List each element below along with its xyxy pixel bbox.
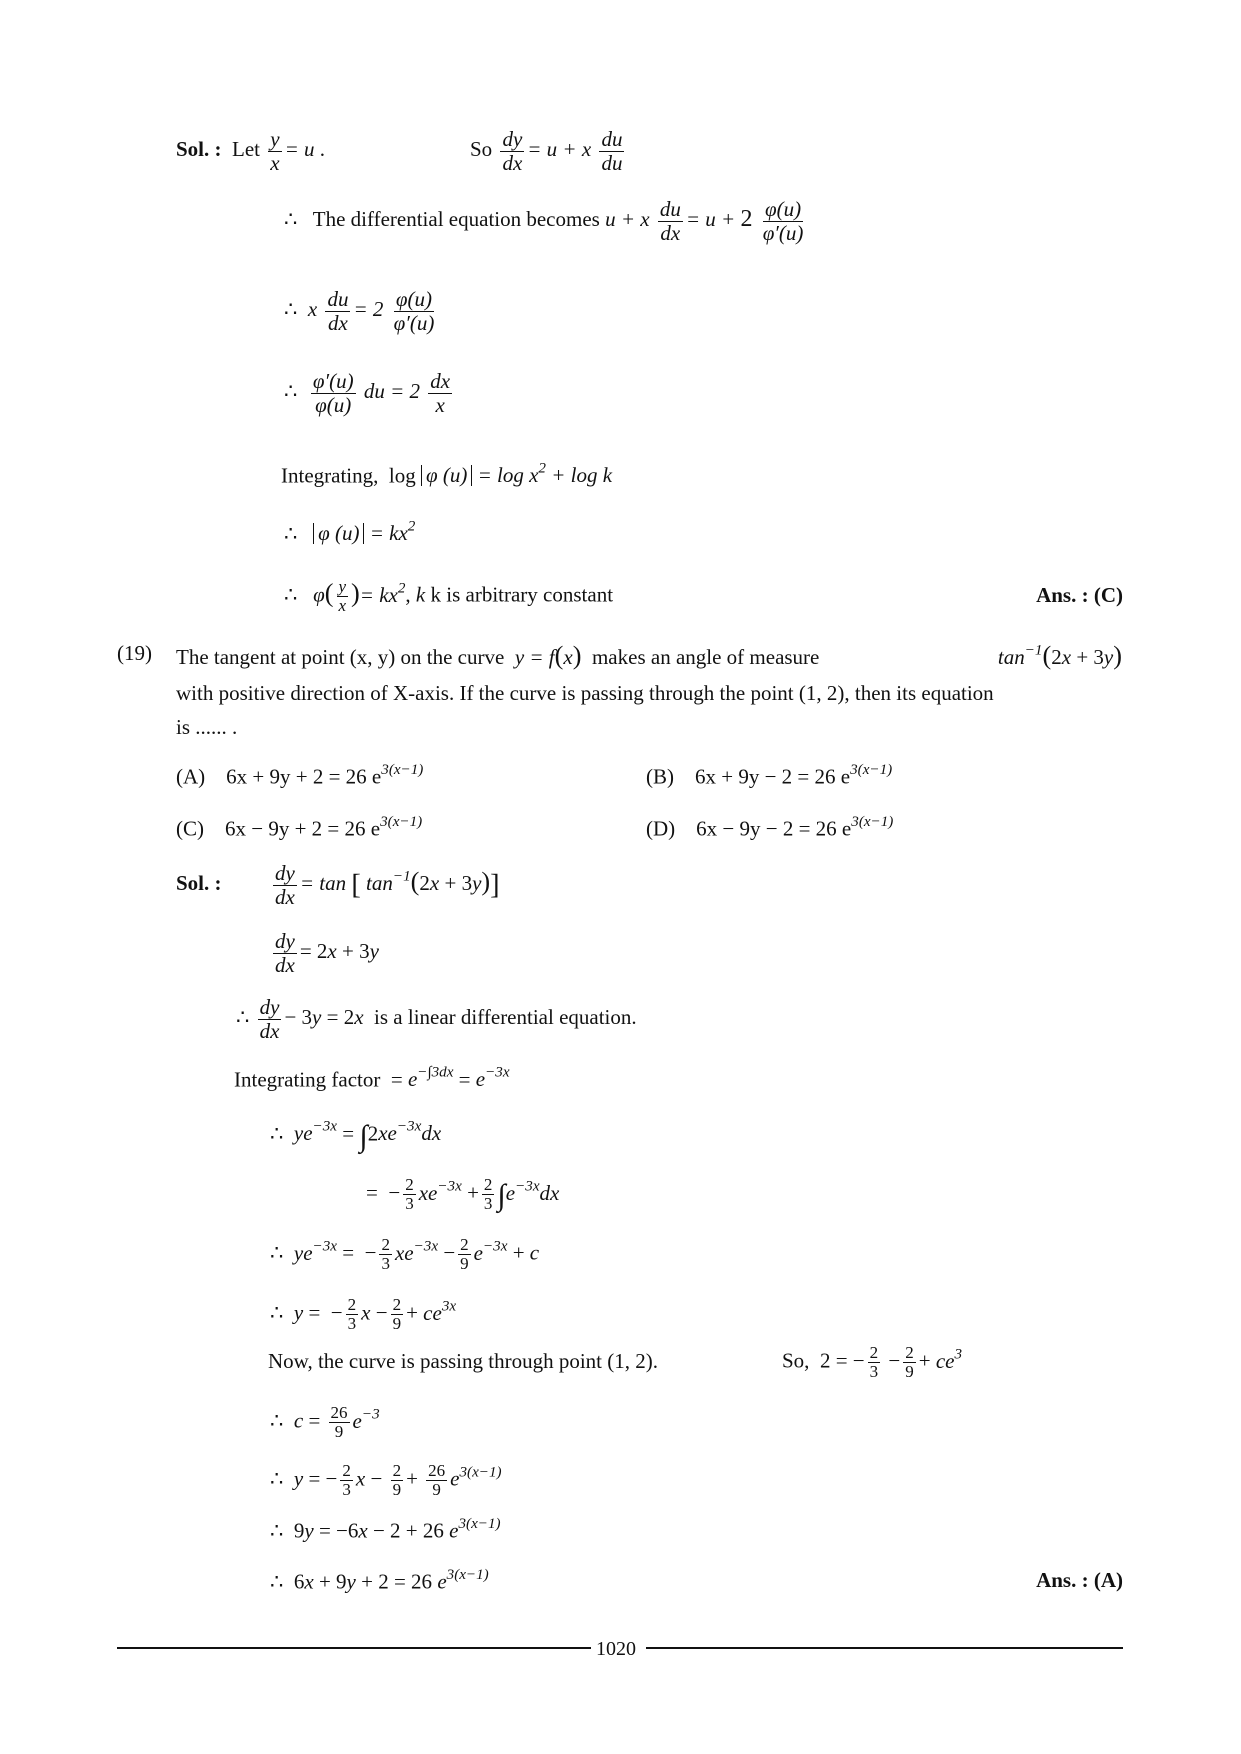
math-line-diff-eq: ∴ The differential equation becomes u + x $\frac{du}{dx}$ = u + 2 $\frac{\varphi(u)}{\varphi'(u)}$: [284, 197, 804, 245]
option-c[interactable]: (C) 6x − 9y + 2 = 26 $e^{3(x-1)}$: [176, 814, 423, 841]
footer-rule-right: [646, 1647, 1123, 1649]
sol2-final-line: ∴ 6x + 9y + 2 = 26 $e^{3(x-1)}$: [270, 1567, 489, 1594]
math-line-3: ∴ x $\frac{du}{dx}$ = 2 $\frac{\varphi(u)}{\varphi'(u)}$: [284, 287, 435, 335]
sol-line-1: Sol. : Let $\frac{y}{x}$ = u .: [176, 127, 325, 175]
sol-label: Sol. :: [176, 136, 222, 161]
sol2-line-y: ∴ y = − $\frac{2}{3}$ x − $\frac{2}{9}$ + $\frac{26}{9}$ $e^{3(x-1)}$: [270, 1461, 502, 1500]
footer-rule-left: [117, 1647, 591, 1649]
sol2-line-6: = − $\frac{2}{3}$ $xe^{-3x}$ + $\frac{2}{3}$ $\int e^{-3x}dx$: [366, 1175, 560, 1214]
option-b[interactable]: (B) 6x + 9y − 2 = 26 $e^{3(x-1)}$: [646, 762, 893, 789]
answer-a: Ans. : (A): [1036, 1568, 1123, 1592]
sol2-integrating-factor: Integrating factor = $e^{-\int 3dx} = e^{-3x}$: [234, 1065, 510, 1092]
sol-line-1b: So $\frac{dy}{dx}$ = u + x $\frac{du}{du}$: [470, 127, 623, 175]
math-line-4: ∴ $\frac{\varphi'(u)}{\varphi(u)}$ du = 2 $\frac{dx}{x}$: [284, 369, 451, 417]
math-line-6: ∴ φ $(u) = kx^2$: [284, 519, 416, 546]
question-line-1: The tangent at point (x, y) on the curve y = f(x) makes an angle of measure $\tan^{-1}(2x + 3y)$: [176, 641, 1122, 670]
sol2-line-8: ∴ y = − $\frac{2}{3}$ x − $\frac{2}{9}$ + $ce^{3x}$: [270, 1295, 457, 1334]
sol2-line-3: ∴ $\frac{dy}{dx}$ − 3y = 2x is a linear differential equation.: [236, 995, 637, 1043]
sol2-line-9y: ∴ 9y = −6x − 2 + 26 $e^{3(x-1)}$: [270, 1516, 501, 1543]
sol2-line-2: $\frac{dy}{dx}$ = 2x + 3y: [275, 929, 379, 977]
option-a[interactable]: (A) 6x + 9y + 2 = 26 $e^{3(x-1)}$: [176, 762, 424, 789]
sol2-line-7: ∴ $ye^{-3x}$ = − $\frac{2}{3}$ $xe^{-3x}$ − $\frac{2}{9}$ $e^{-3x} + c$: [270, 1235, 540, 1274]
question-number: (19): [117, 641, 152, 665]
sol2-so-line: So, 2 = − $\frac{2}{3}$ − $\frac{2}{9}$ + $ce^3$: [782, 1343, 963, 1382]
math-line-integrating: Integrating, log φ $(u) = \log x^2 + \log k$: [281, 461, 613, 488]
question-line-2: with positive direction of X-axis. If the curve is passing through the point (1, 2), then its equation: [176, 681, 994, 705]
sol2-now-line: Now, the curve is passing through point (1, 2).: [268, 1349, 658, 1373]
option-d[interactable]: (D) 6x − 9y − 2 = 26 $e^{3(x-1)}$: [646, 814, 894, 841]
sol2-line-5: ∴ $ye^{-3x} = \int 2xe^{-3x}dx$: [270, 1118, 442, 1153]
sol2-line-c: ∴ c = $\frac{26}{9}$ $e^{-3}$: [270, 1403, 380, 1442]
page-number: 1020: [596, 1638, 636, 1660]
sol2-line-1: $\frac{dy}{dx}$ = tan [ $\tan^{-1}(2x + 3y)$]: [275, 861, 500, 909]
answer-c: Ans. : (C): [1036, 583, 1123, 607]
question-line-3: is ...... .: [176, 715, 238, 739]
sol-label-2: Sol. :: [176, 871, 222, 895]
math-line-7: ∴ φ( $\frac{y}{x}$ )= $kx^2$, k k is arbitrary constant: [284, 577, 614, 616]
